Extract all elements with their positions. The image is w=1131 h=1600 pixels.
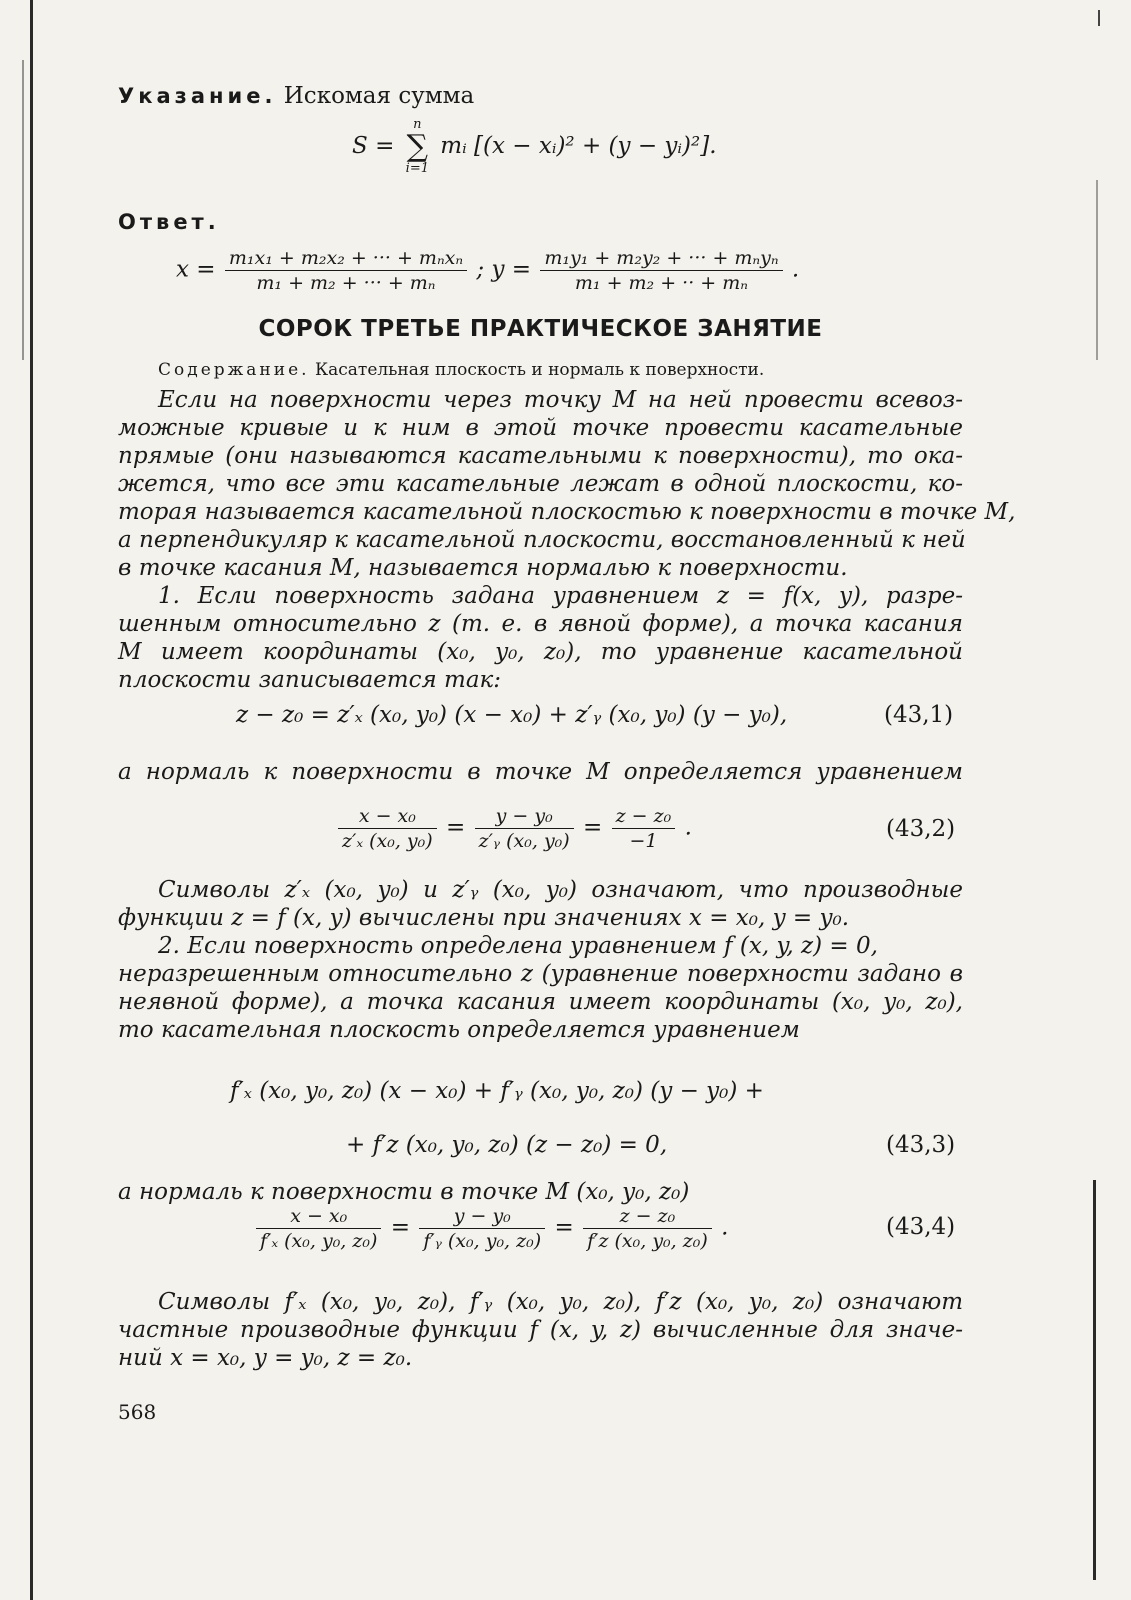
intro-line: можные кривые и к ним в этой точке провести касательные [118, 415, 963, 441]
equation-number-43-4: (43,4) [886, 1214, 956, 1240]
item2-line: неразрешенным относительно z (уравнение поверхности задано в [118, 961, 963, 987]
item1-line: плоскости записывается так: [118, 667, 502, 693]
equation-43-2 [336, 804, 692, 853]
eq434-x-numerator: x − x₀ [256, 1204, 381, 1229]
contents-text: Касательная плоскость и нормаль к поверхности. [314, 360, 765, 380]
symbols2-line: Символы f′ₓ (x₀, y₀, z₀), f′ᵧ (x₀, y₀, z₀), f′z (x₀, y₀, z₀) означают [158, 1289, 963, 1315]
answer-y-lhs: y = [491, 256, 532, 283]
eq434-equals-2: = [554, 1214, 574, 1241]
eq432-y-denominator: z′ᵧ (x₀, y₀) [478, 830, 570, 852]
intro-line: торая называется касательной плоскостью к поверхности в точке M, [118, 499, 1016, 525]
eq434-y-numerator: y − y₀ [419, 1204, 545, 1229]
answer-x-numerator: m₁x₁ + m₂x₂ + ··· + mₙxₙ [225, 246, 467, 271]
item2-line: неявной форме), а точка касания имеет координаты (x₀, y₀, z₀), [118, 989, 963, 1015]
sum-formula [352, 118, 717, 176]
eq434-fraction-y [419, 1204, 545, 1253]
eq432-fraction-z [612, 804, 676, 853]
eq434-fraction-z [583, 1204, 712, 1253]
answer-y-denominator: m₁ + m₂ + ·· + mₙ [574, 272, 748, 294]
equation-43-1: z − z₀ = z′ₓ (x₀, y₀) (x − x₀) + z′ᵧ (x₀, y₀) (y − y₀), [236, 702, 788, 728]
eq432-z-numerator: z − z₀ [612, 804, 676, 829]
eq434-end: . [721, 1214, 729, 1241]
eq434-y-denominator: f′ᵧ (x₀, y₀, z₀) [423, 1230, 542, 1252]
scan-border-right-shadow [1096, 180, 1098, 360]
answer-x-denominator: m₁ + m₂ + ··· + mₙ [256, 272, 436, 294]
eq432-z-denominator: −1 [629, 830, 658, 852]
eq434-x-denominator: f′ₓ (x₀, y₀, z₀) [260, 1230, 378, 1252]
scan-border-right-mark [1098, 10, 1100, 26]
item1-line: шенным относительно z (т. е. в явной форме), а точка касания [118, 611, 963, 637]
answer-x-fraction [225, 246, 467, 295]
scan-border-right [1093, 1180, 1096, 1580]
eq434-z-numerator: z − z₀ [583, 1204, 712, 1229]
hint-text: Искомая сумма [283, 83, 475, 109]
item2-line: то касательная плоскость определяется уравнением [118, 1017, 800, 1043]
intro-line: прямые (они называются касательными к поверхности), то ока- [118, 443, 963, 469]
equation-43-3-line2: + f′z (x₀, y₀, z₀) (z − z₀) = 0, [346, 1132, 668, 1158]
sum-lower-limit: i=1 [405, 161, 429, 176]
eq432-x-denominator: z′ₓ (x₀, y₀) [342, 830, 433, 852]
contents-label: Содержание. [158, 360, 310, 380]
equation-number-43-1: (43,1) [884, 702, 954, 728]
equation-43-3-line1: f′ₓ (x₀, y₀, z₀) (x − x₀) + f′ᵧ (x₀, y₀, z₀) (y − y₀) + [230, 1078, 764, 1104]
sum-lhs: S = [352, 133, 395, 159]
intro-line: Если на поверхности через точку M на ней провести всевоз- [158, 387, 963, 413]
symbols1-line: функции z = f (x, y) вычислены при значениях x = x₀, y = y₀. [118, 905, 850, 931]
item1-line: 1. Если поверхность задана уравнением z = f(x, y), разре- [158, 583, 963, 609]
answer-end: . [791, 256, 800, 283]
answer-separator: ; [476, 256, 485, 283]
sum-body: mᵢ [(x − xᵢ)² + (y − yᵢ)²]. [440, 133, 717, 159]
hint-label: Указание. [118, 84, 277, 108]
section-title: СОРОК ТРЕТЬЕ ПРАКТИЧЕСКОЕ ЗАНЯТИЕ [258, 316, 823, 342]
eq432-x-numerator: x − x₀ [338, 804, 437, 829]
eq432-equals-2: = [583, 814, 603, 841]
eq434-fraction-x [256, 1204, 381, 1253]
section-contents [158, 360, 764, 380]
hint-line [118, 82, 474, 110]
sum-upper-limit: n [413, 117, 422, 132]
equation-number-43-3: (43,3) [886, 1132, 956, 1158]
eq432-fraction-y [475, 804, 574, 853]
eq432-end: . [684, 814, 692, 841]
item1-line: M имеет координаты (x₀, y₀, z₀), то уравнение касательной [118, 639, 963, 665]
scan-border-left-shadow [22, 60, 24, 360]
scan-border-left [30, 0, 33, 1600]
eq432-equals-1: = [446, 814, 466, 841]
eq432-fraction-x [338, 804, 437, 853]
symbols2-line: частные производные функции f (x, y, z) вычисленные для значе- [118, 1317, 963, 1343]
sum-operator [406, 118, 429, 176]
answer-y-fraction [540, 246, 782, 295]
answer-x-lhs: x = [176, 256, 216, 283]
intro-line: а перпендикуляр к касательной плоскости, восстановленный к ней [118, 527, 966, 553]
eq434-z-denominator: f′z (x₀, y₀, z₀) [587, 1230, 708, 1252]
normal1-line: а нормаль к поверхности в точке M определяется уравнением [118, 759, 963, 785]
symbols2-line: ний x = x₀, y = y₀, z = z₀. [118, 1345, 413, 1371]
answer-formula [176, 246, 799, 295]
normal2-line: а нормаль к поверхности в точке M (x₀, y₀, z₀) [118, 1179, 690, 1205]
sigma-symbol: ∑ [406, 129, 429, 164]
answer-y-numerator: m₁y₁ + m₂y₂ + ··· + mₙyₙ [540, 246, 782, 271]
eq432-y-numerator: y − y₀ [475, 804, 574, 829]
symbols1-line: Символы z′ₓ (x₀, y₀) и z′ᵧ (x₀, y₀) означают, что производные [158, 877, 963, 903]
page-number: 568 [118, 1400, 157, 1424]
intro-line: жется, что все эти касательные лежат в одной плоскости, ко- [118, 471, 963, 497]
equation-43-4 [254, 1204, 728, 1253]
intro-line: в точке касания M, называется нормалью к поверхности. [118, 555, 848, 581]
item2-line: 2. Если поверхность определена уравнением f (x, y, z) = 0, [158, 933, 878, 959]
equation-number-43-2: (43,2) [886, 816, 956, 842]
answer-label: Ответ. [118, 210, 220, 234]
eq434-equals-1: = [390, 1214, 411, 1241]
